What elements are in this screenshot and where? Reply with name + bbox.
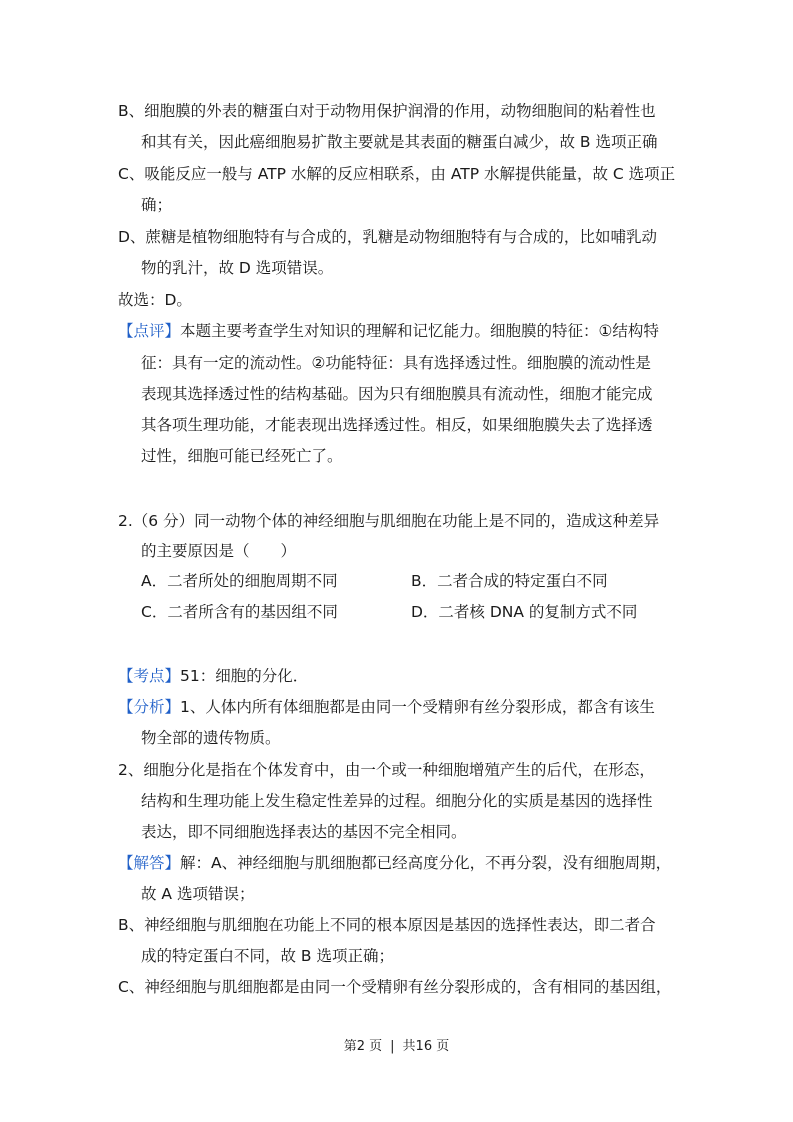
option-text: C．二者所含有的基因组不同	[141, 603, 338, 621]
line-text: 表达，即不同细胞选择表达的基因不完全相同。	[141, 823, 467, 841]
text-line-comment	[118, 321, 659, 341]
text-line-kaodian	[118, 666, 308, 686]
text-line	[118, 915, 656, 935]
line-text: 结构和生理功能上发生稳定性差异的过程。细胞分化的实质是基因的选择性	[141, 792, 653, 810]
text-line	[141, 946, 394, 966]
page-number: 第2 页	[343, 1039, 383, 1054]
line-text: 物的乳汁，故 D 选项错误。	[141, 259, 334, 277]
text-line	[141, 791, 653, 811]
line-text: 成的特定蛋白不同，故 B 选项正确；	[141, 947, 394, 965]
text-line	[141, 384, 653, 404]
line-text: 确；	[141, 196, 173, 214]
line-text: D、蔗糖是植物细胞特有与合成的，乳糖是动物细胞特有与合成的，比如哺乳动	[118, 228, 657, 246]
text-line	[118, 290, 192, 310]
line-text: 其各项生理功能，才能表现出选择透过性。相反，如果细胞膜失去了选择透	[141, 416, 653, 434]
line-text: 2.（6 分）同一动物个体的神经细胞与肌细胞在功能上是不同的，造成这种差异	[118, 512, 660, 530]
text-line	[141, 822, 467, 842]
option-text: A．二者所处的细胞周期不同	[141, 572, 338, 590]
line-text: 过性，细胞可能已经死亡了。	[141, 447, 343, 465]
question-line	[118, 511, 659, 531]
line-text: 2、细胞分化是指在个体发育中，由一个或一种细胞增殖产生的后代，在形态，	[118, 761, 655, 779]
text-line	[118, 760, 655, 780]
text-line	[141, 446, 343, 466]
option-text: B．二者合成的特定蛋白不同	[411, 572, 608, 590]
option-d	[411, 602, 637, 622]
line-text: 1、人体内所有体细胞都是由同一个受精卵有丝分裂形成，都含有该生	[180, 698, 655, 716]
text-line	[118, 977, 671, 997]
jieda-tag: 【解答】	[118, 854, 181, 872]
line-text: 的主要原因是（ ）	[141, 542, 297, 560]
line-text: 物全部的遗传物质。	[141, 729, 281, 747]
footer-separator: |	[390, 1039, 395, 1054]
line-text: 本题主要考查学生对知识的理解和记忆能力。细胞膜的特征：①结构特	[180, 322, 659, 340]
text-line-fenxi	[118, 697, 655, 717]
line-text: C、吸能反应一般与 ATP 水解的反应相联系，由 ATP 水解提供能量，故 C 选项正	[118, 165, 676, 183]
line-text: 和其有关，因此癌细胞易扩散主要就是其表面的糖蛋白减少，故 B 选项正确	[141, 133, 658, 151]
option-text: D．二者核 DNA 的复制方式不同	[411, 603, 638, 621]
text-line	[141, 884, 254, 904]
question-line	[141, 541, 296, 561]
text-line	[141, 728, 281, 748]
line-text: 征：具有一定的流动性。②功能特征：具有选择透过性。细胞膜的流动性是	[141, 354, 651, 372]
fenxi-tag: 【分析】	[118, 698, 181, 716]
text-line-jieda	[118, 853, 671, 873]
line-text: 故选：D。	[118, 291, 192, 309]
option-c	[141, 602, 338, 622]
page-footer	[0, 1038, 793, 1056]
text-line	[141, 353, 651, 373]
line-text: 51：细胞的分化．	[180, 667, 309, 685]
text-line	[141, 258, 333, 278]
line-text: C、神经细胞与肌细胞都是由同一个受精卵有丝分裂形成的，含有相同的基因组，	[118, 978, 672, 996]
line-text: 解：A、神经细胞与肌细胞都已经高度分化，不再分裂，没有细胞周期，	[180, 854, 672, 872]
page-total: 共16 页	[402, 1039, 450, 1054]
text-line	[141, 132, 658, 152]
line-text: 表现其选择透过性的结构基础。因为只有细胞膜具有流动性，细胞才能完成	[141, 385, 653, 403]
text-line	[141, 195, 172, 215]
line-text: B、神经细胞与肌细胞在功能上不同的根本原因是基因的选择性表达，即二者合	[118, 916, 656, 934]
comment-tag: 【点评】	[118, 322, 181, 340]
line-text: B、细胞膜的外表的糖蛋白对于动物用保护润滑的作用，动物细胞间的粘着性也	[118, 102, 656, 120]
option-b	[411, 571, 608, 591]
text-line	[118, 164, 675, 184]
kaodian-tag: 【考点】	[118, 667, 181, 685]
option-a	[141, 571, 338, 591]
text-line	[141, 415, 653, 435]
text-line	[118, 101, 656, 121]
text-line	[118, 227, 657, 247]
line-text: 故 A 选项错误；	[141, 885, 255, 903]
